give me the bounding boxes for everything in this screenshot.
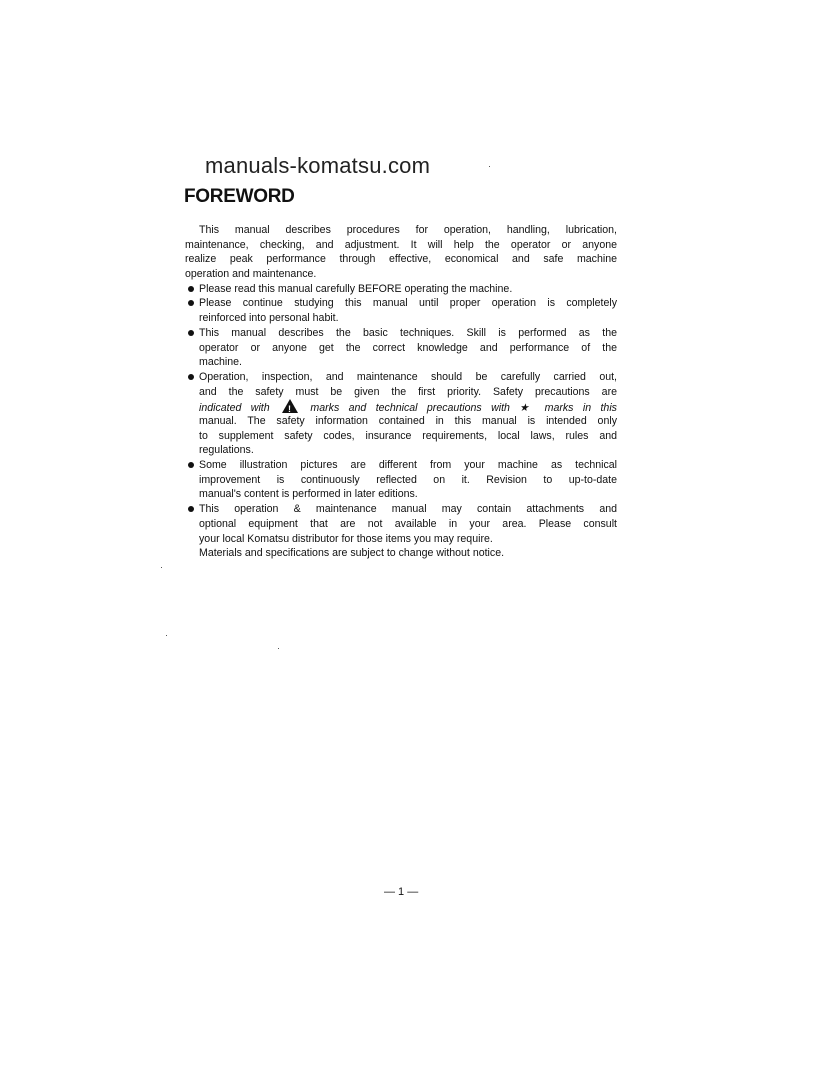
bullet-line: to supplement safety codes, insurance requirements, local laws, rules and [199, 429, 617, 442]
bullet-item [185, 282, 617, 297]
bullet-line [199, 399, 617, 414]
intro-line: maintenance, checking, and adjustment. It will help the operator or anyone [185, 238, 617, 251]
scan-speck [278, 648, 279, 649]
bullet-line: reinforced into personal habit. [199, 312, 339, 325]
bullet-line: operator or anyone get the correct knowledge and performance of the [199, 341, 617, 354]
bullet-line: regulations. [199, 444, 254, 457]
bullet-line: and the safety must be given the first priority. Safety precautions are [199, 385, 617, 398]
bullet-icon [188, 286, 194, 292]
bullet-line: Please continue studying this manual until proper operation is completely [199, 297, 617, 310]
warning-triangle-icon: ! [282, 399, 298, 413]
bullet-line: Please read this manual carefully BEFORE operating the machine. [199, 282, 513, 295]
bullet-item [185, 326, 617, 370]
bullet-icon [188, 462, 194, 468]
page-title: FOREWORD [184, 186, 295, 207]
scan-speck [166, 635, 167, 636]
bullet-line: your local Komatsu distributor for those items you may require. [199, 532, 493, 545]
bullet-item [185, 458, 617, 502]
bullet-line: manual. The safety information contained in this manual is intended only [199, 415, 617, 427]
bullet-line: optional equipment that are not available in your area. Please consult [199, 517, 617, 530]
closing-note: Materials and specifications are subject to change without notice. [199, 547, 505, 560]
bullet-line: improvement is continuously reflected on it. Revision to up-to-date [199, 473, 617, 486]
bullet-item [185, 296, 617, 325]
bullet-item [185, 370, 617, 458]
scan-speck [489, 166, 490, 167]
line-text: marks and technical precautions with ★ marks in this [310, 402, 617, 415]
bullet-line: Some illustration pictures are different from your machine as technical [199, 459, 617, 472]
intro-line: realize peak performance through effective, economical and safe machine [185, 253, 617, 266]
bullet-line: machine. [199, 356, 242, 369]
bullet-icon [188, 300, 194, 306]
document-body [185, 223, 617, 561]
bullet-item [185, 502, 617, 546]
bullet-line: This operation & maintenance manual may contain attachments and [199, 503, 617, 516]
bullet-line: Operation, inspection, and maintenance should be carefully carried out, [199, 370, 617, 383]
bullet-line: manual's content is performed in later editions. [199, 488, 418, 501]
intro-line: This manual describes procedures for operation, handling, lubrication, [199, 224, 617, 236]
bullet-icon [188, 374, 194, 380]
watermark: manuals-komatsu.com [205, 153, 431, 178]
scan-speck [161, 567, 162, 568]
bullet-line: This manual describes the basic techniques. Skill is performed as the [199, 326, 617, 339]
intro-line: operation and maintenance. [185, 268, 317, 281]
page-number: — 1 — [384, 886, 419, 898]
bullet-icon [188, 330, 194, 336]
bullet-icon [188, 506, 194, 512]
line-text: indicated with [199, 402, 270, 415]
